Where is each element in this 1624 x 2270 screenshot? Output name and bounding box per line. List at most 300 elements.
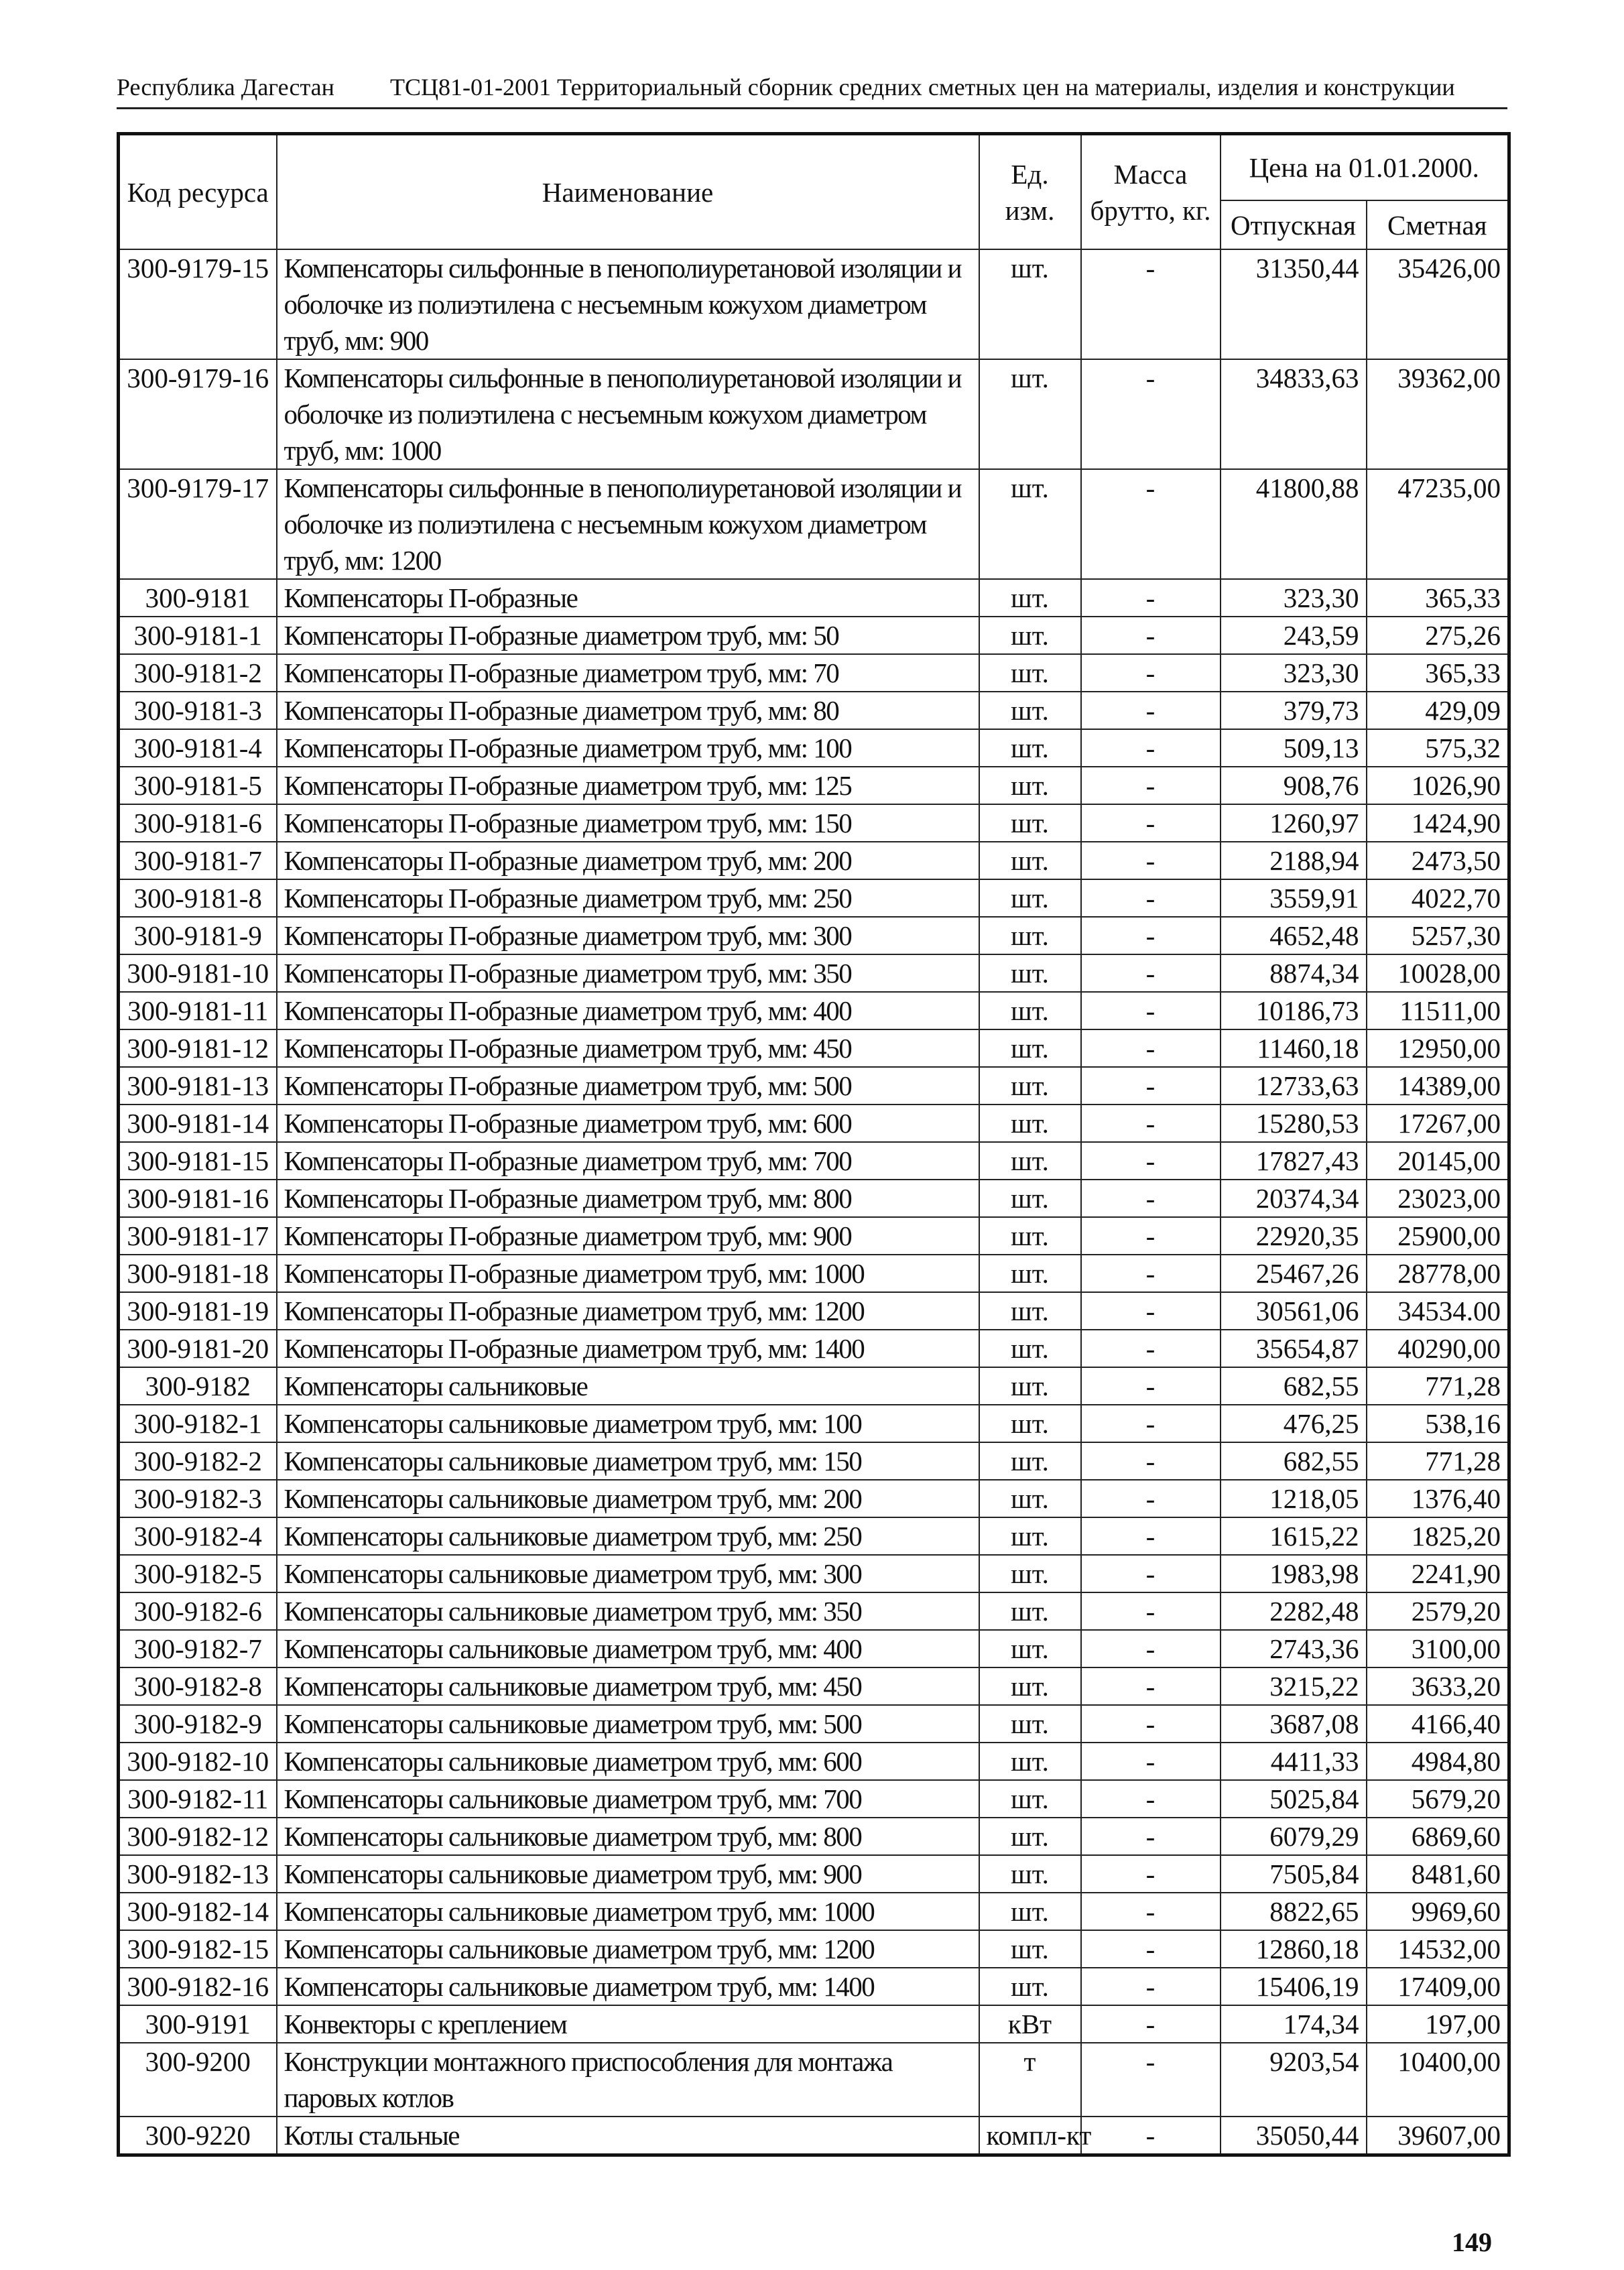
- item-name-cell: Компенсаторы сальниковые диаметром труб, мм: 150: [277, 1442, 979, 1480]
- table-row: [119, 1292, 1509, 1330]
- item-name-cell: Компенсаторы П-образные диаметром труб, мм: 100: [277, 729, 979, 767]
- gross-mass-cell: -: [1081, 1818, 1221, 1855]
- item-name-cell: Компенсаторы сальниковые диаметром труб, мм: 1000: [277, 1893, 979, 1930]
- unit-cell: шт.: [979, 954, 1081, 992]
- gross-mass-cell: -: [1081, 1067, 1221, 1105]
- table-row: [119, 1592, 1509, 1630]
- unit-cell: т: [979, 2043, 1081, 2117]
- gross-mass-cell: -: [1081, 1029, 1221, 1067]
- unit-cell: шт.: [979, 1442, 1081, 1480]
- table-row: [119, 1780, 1509, 1818]
- release-price-cell: 2282,48: [1221, 1592, 1367, 1630]
- release-price-cell: 3687,08: [1221, 1705, 1367, 1743]
- release-price-cell: 1260,97: [1221, 804, 1367, 842]
- estimate-price-cell: 275,26: [1367, 617, 1509, 654]
- estimate-price-cell: 4022,70: [1367, 879, 1509, 917]
- table-row: [119, 1517, 1509, 1555]
- table-row: [119, 1142, 1509, 1180]
- item-name-cell: Компенсаторы сальниковые диаметром труб, мм: 400: [277, 1630, 979, 1667]
- gross-mass-cell: -: [1081, 1180, 1221, 1217]
- item-name-cell: Компенсаторы П-образные диаметром труб, мм: 400: [277, 992, 979, 1029]
- gross-mass-cell: -: [1081, 1780, 1221, 1818]
- table-row: [119, 954, 1509, 992]
- item-name-cell: Компенсаторы сальниковые диаметром труб, мм: 900: [277, 1855, 979, 1893]
- item-name-cell: Компенсаторы П-образные диаметром труб, мм: 450: [277, 1029, 979, 1067]
- table-row: [119, 359, 1509, 469]
- unit-cell: шт.: [979, 1780, 1081, 1818]
- item-name-cell: Компенсаторы П-образные диаметром труб, мм: 350: [277, 954, 979, 992]
- unit-cell: шт.: [979, 692, 1081, 729]
- estimate-price-cell: 365,33: [1367, 654, 1509, 692]
- resource-code-cell: 300-9181-10: [119, 954, 277, 992]
- item-name-cell: Компенсаторы сальниковые диаметром труб, мм: 1400: [277, 1968, 979, 2005]
- unit-cell: шт.: [979, 1405, 1081, 1442]
- resource-code-cell: 300-9182-1: [119, 1405, 277, 1442]
- item-name-cell: Компенсаторы сильфонные в пенополиуретановой изоляции и оболочке из полиэтилена с несъемным кожухом диаметром труб, мм: 1000: [277, 359, 979, 469]
- item-name-cell: Компенсаторы П-образные диаметром труб, мм: 150: [277, 804, 979, 842]
- gross-mass-cell: -: [1081, 804, 1221, 842]
- estimate-price-cell: 1376,40: [1367, 1480, 1509, 1517]
- resource-code-cell: 300-9182-12: [119, 1818, 277, 1855]
- gross-mass-cell: -: [1081, 1405, 1221, 1442]
- resource-code-cell: 300-9181-15: [119, 1142, 277, 1180]
- resource-code-cell: 300-9182-2: [119, 1442, 277, 1480]
- col-header-release-price: Отпускная: [1221, 200, 1367, 249]
- unit-cell: шт.: [979, 1743, 1081, 1780]
- unit-cell: шт.: [979, 1855, 1081, 1893]
- table-row: [119, 1405, 1509, 1442]
- item-name-cell: Компенсаторы П-образные: [277, 579, 979, 617]
- table-row: [119, 1442, 1509, 1480]
- gross-mass-cell: -: [1081, 2117, 1221, 2155]
- unit-cell: шт.: [979, 842, 1081, 879]
- release-price-cell: 2743,36: [1221, 1630, 1367, 1667]
- estimate-price-cell: 14389,00: [1367, 1067, 1509, 1105]
- release-price-cell: 22920,35: [1221, 1217, 1367, 1255]
- gross-mass-cell: -: [1081, 1930, 1221, 1968]
- unit-cell: шт.: [979, 804, 1081, 842]
- item-name-cell: Компенсаторы сальниковые диаметром труб, мм: 300: [277, 1555, 979, 1592]
- resource-code-cell: 300-9181-2: [119, 654, 277, 692]
- item-name-cell: Компенсаторы сальниковые диаметром труб, мм: 600: [277, 1743, 979, 1780]
- unit-cell: шт.: [979, 654, 1081, 692]
- release-price-cell: 323,30: [1221, 654, 1367, 692]
- release-price-cell: 15406,19: [1221, 1968, 1367, 2005]
- item-name-cell: Компенсаторы П-образные диаметром труб, мм: 250: [277, 879, 979, 917]
- item-name-cell: Компенсаторы сальниковые диаметром труб, мм: 250: [277, 1517, 979, 1555]
- resource-code-cell: 300-9182-13: [119, 1855, 277, 1893]
- table-row: [119, 1930, 1509, 1968]
- resource-code-cell: 300-9181-6: [119, 804, 277, 842]
- item-name-cell: Котлы стальные: [277, 2117, 979, 2155]
- gross-mass-cell: -: [1081, 842, 1221, 879]
- gross-mass-cell: -: [1081, 1743, 1221, 1780]
- estimate-price-cell: 20145,00: [1367, 1142, 1509, 1180]
- unit-cell: компл-кт: [979, 2117, 1081, 2155]
- table-row: [119, 1480, 1509, 1517]
- release-price-cell: 35050,44: [1221, 2117, 1367, 2155]
- resource-code-cell: 300-9181-19: [119, 1292, 277, 1330]
- estimate-price-cell: 35426,00: [1367, 249, 1509, 359]
- table-row: [119, 1105, 1509, 1142]
- gross-mass-cell: -: [1081, 359, 1221, 469]
- unit-cell: шт.: [979, 1630, 1081, 1667]
- estimate-price-cell: 429,09: [1367, 692, 1509, 729]
- unit-cell: шт.: [979, 1705, 1081, 1743]
- unit-cell: шт.: [979, 469, 1081, 579]
- release-price-cell: 5025,84: [1221, 1780, 1367, 1818]
- estimate-price-cell: 1825,20: [1367, 1517, 1509, 1555]
- resource-code-cell: 300-9181-13: [119, 1067, 277, 1105]
- release-price-cell: 509,13: [1221, 729, 1367, 767]
- item-name-cell: Компенсаторы П-образные диаметром труб, мм: 70: [277, 654, 979, 692]
- item-name-cell: Компенсаторы П-образные диаметром труб, мм: 300: [277, 917, 979, 954]
- unit-cell: шт.: [979, 617, 1081, 654]
- unit-cell: шт.: [979, 1180, 1081, 1217]
- estimate-price-cell: 23023,00: [1367, 1180, 1509, 1217]
- release-price-cell: 35654,87: [1221, 1330, 1367, 1367]
- item-name-cell: Компенсаторы сальниковые диаметром труб, мм: 450: [277, 1667, 979, 1705]
- estimate-price-cell: 4984,80: [1367, 1743, 1509, 1780]
- item-name-cell: Компенсаторы П-образные диаметром труб, мм: 50: [277, 617, 979, 654]
- estimate-price-cell: 25900,00: [1367, 1217, 1509, 1255]
- estimate-price-cell: 197,00: [1367, 2005, 1509, 2043]
- resource-code-cell: 300-9181-18: [119, 1255, 277, 1292]
- resource-code-cell: 300-9181: [119, 579, 277, 617]
- table-row: [119, 729, 1509, 767]
- resource-code-cell: 300-9182-9: [119, 1705, 277, 1743]
- table-row: [119, 1893, 1509, 1930]
- item-name-cell: Компенсаторы сальниковые диаметром труб, мм: 700: [277, 1780, 979, 1818]
- unit-cell: шт.: [979, 1667, 1081, 1705]
- estimate-price-cell: 5679,20: [1367, 1780, 1509, 1818]
- estimate-price-cell: 12950,00: [1367, 1029, 1509, 1067]
- resource-code-cell: 300-9182-6: [119, 1592, 277, 1630]
- resource-code-cell: 300-9181-20: [119, 1330, 277, 1367]
- resource-code-cell: 300-9181-17: [119, 1217, 277, 1255]
- estimate-price-cell: 1026,90: [1367, 767, 1509, 804]
- gross-mass-cell: -: [1081, 1217, 1221, 1255]
- release-price-cell: 243,59: [1221, 617, 1367, 654]
- release-price-cell: 476,25: [1221, 1405, 1367, 1442]
- release-price-cell: 682,55: [1221, 1367, 1367, 1405]
- table-row: [119, 617, 1509, 654]
- resource-code-cell: 300-9181-3: [119, 692, 277, 729]
- release-price-cell: 30561,06: [1221, 1292, 1367, 1330]
- price-table: [117, 132, 1511, 2157]
- gross-mass-cell: -: [1081, 1142, 1221, 1180]
- resource-code-cell: 300-9220: [119, 2117, 277, 2155]
- resource-code-cell: 300-9181-9: [119, 917, 277, 954]
- gross-mass-cell: -: [1081, 1442, 1221, 1480]
- release-price-cell: 7505,84: [1221, 1855, 1367, 1893]
- unit-cell: шт.: [979, 729, 1081, 767]
- resource-code-cell: 300-9181-8: [119, 879, 277, 917]
- gross-mass-cell: -: [1081, 692, 1221, 729]
- table-row: [119, 1029, 1509, 1067]
- table-row: [119, 1255, 1509, 1292]
- estimate-price-cell: 11511,00: [1367, 992, 1509, 1029]
- table-row: [119, 469, 1509, 579]
- estimate-price-cell: 1424,90: [1367, 804, 1509, 842]
- estimate-price-cell: 4166,40: [1367, 1705, 1509, 1743]
- resource-code-cell: 300-9191: [119, 2005, 277, 2043]
- resource-code-cell: 300-9181-12: [119, 1029, 277, 1067]
- estimate-price-cell: 538,16: [1367, 1405, 1509, 1442]
- unit-cell: шт.: [979, 917, 1081, 954]
- gross-mass-cell: -: [1081, 2043, 1221, 2117]
- unit-cell: шт.: [979, 1067, 1081, 1105]
- release-price-cell: 12860,18: [1221, 1930, 1367, 1968]
- estimate-price-cell: 14532,00: [1367, 1930, 1509, 1968]
- unit-cell: шт.: [979, 1555, 1081, 1592]
- table-row: [119, 1630, 1509, 1667]
- release-price-cell: 20374,34: [1221, 1180, 1367, 1217]
- resource-code-cell: 300-9182-10: [119, 1743, 277, 1780]
- resource-code-cell: 300-9181-16: [119, 1180, 277, 1217]
- item-name-cell: Компенсаторы сальниковые диаметром труб, мм: 350: [277, 1592, 979, 1630]
- resource-code-cell: 300-9181-4: [119, 729, 277, 767]
- unit-cell: шт.: [979, 1592, 1081, 1630]
- item-name-cell: Компенсаторы П-образные диаметром труб, мм: 900: [277, 1217, 979, 1255]
- estimate-price-cell: 2579,20: [1367, 1592, 1509, 1630]
- gross-mass-cell: -: [1081, 917, 1221, 954]
- estimate-price-cell: 8481,60: [1367, 1855, 1509, 1893]
- unit-cell: шт.: [979, 879, 1081, 917]
- table-row: [119, 842, 1509, 879]
- table-row: [119, 804, 1509, 842]
- table-row: [119, 2005, 1509, 2043]
- gross-mass-cell: -: [1081, 1105, 1221, 1142]
- item-name-cell: Компенсаторы П-образные диаметром труб, мм: 800: [277, 1180, 979, 1217]
- table-row: [119, 1180, 1509, 1217]
- table-row: [119, 654, 1509, 692]
- gross-mass-cell: -: [1081, 1367, 1221, 1405]
- release-price-cell: 174,34: [1221, 2005, 1367, 2043]
- estimate-price-cell: 365,33: [1367, 579, 1509, 617]
- release-price-cell: 10186,73: [1221, 992, 1367, 1029]
- release-price-cell: 1218,05: [1221, 1480, 1367, 1517]
- table-row: [119, 1667, 1509, 1705]
- estimate-price-cell: 47235,00: [1367, 469, 1509, 579]
- unit-cell: шт.: [979, 579, 1081, 617]
- gross-mass-cell: -: [1081, 1292, 1221, 1330]
- gross-mass-cell: -: [1081, 992, 1221, 1029]
- release-price-cell: 12733,63: [1221, 1067, 1367, 1105]
- table-row: [119, 1067, 1509, 1105]
- estimate-price-cell: 5257,30: [1367, 917, 1509, 954]
- release-price-cell: 908,76: [1221, 767, 1367, 804]
- gross-mass-cell: -: [1081, 1630, 1221, 1667]
- item-name-cell: Конвекторы с креплением: [277, 2005, 979, 2043]
- resource-code-cell: 300-9182: [119, 1367, 277, 1405]
- release-price-cell: 31350,44: [1221, 249, 1367, 359]
- resource-code-cell: 300-9182-7: [119, 1630, 277, 1667]
- table-row: [119, 767, 1509, 804]
- release-price-cell: 4652,48: [1221, 917, 1367, 954]
- item-name-cell: Компенсаторы сильфонные в пенополиуретановой изоляции и оболочке из полиэтилена с несъемным кожухом диаметром труб, мм: 1200: [277, 469, 979, 579]
- item-name-cell: Компенсаторы П-образные диаметром труб, мм: 700: [277, 1142, 979, 1180]
- table-row: [119, 1330, 1509, 1367]
- release-price-cell: 1615,22: [1221, 1517, 1367, 1555]
- release-price-cell: 682,55: [1221, 1442, 1367, 1480]
- item-name-cell: Компенсаторы П-образные диаметром труб, мм: 1200: [277, 1292, 979, 1330]
- col-header-unit: Ед. изм.: [979, 134, 1081, 250]
- resource-code-cell: 300-9182-15: [119, 1930, 277, 1968]
- estimate-price-cell: 771,28: [1367, 1367, 1509, 1405]
- gross-mass-cell: -: [1081, 249, 1221, 359]
- unit-cell: шт.: [979, 249, 1081, 359]
- resource-code-cell: 300-9181-7: [119, 842, 277, 879]
- item-name-cell: Компенсаторы сальниковые диаметром труб, мм: 800: [277, 1818, 979, 1855]
- item-name-cell: Компенсаторы П-образные диаметром труб, мм: 200: [277, 842, 979, 879]
- page-header: [117, 67, 1507, 109]
- release-price-cell: 17827,43: [1221, 1142, 1367, 1180]
- resource-code-cell: 300-9179-15: [119, 249, 277, 359]
- item-name-cell: Компенсаторы П-образные диаметром труб, мм: 125: [277, 767, 979, 804]
- col-header-name: Наименование: [277, 134, 979, 250]
- resource-code-cell: 300-9181-11: [119, 992, 277, 1029]
- unit-cell: шт.: [979, 1930, 1081, 1968]
- resource-code-cell: 300-9182-5: [119, 1555, 277, 1592]
- gross-mass-cell: -: [1081, 617, 1221, 654]
- resource-code-cell: 300-9200: [119, 2043, 277, 2117]
- unit-cell: шт.: [979, 1517, 1081, 1555]
- unit-cell: шт.: [979, 1142, 1081, 1180]
- table-header: [119, 134, 1509, 250]
- table-row: [119, 692, 1509, 729]
- table-row: [119, 249, 1509, 359]
- gross-mass-cell: -: [1081, 1517, 1221, 1555]
- unit-cell: шт.: [979, 1330, 1081, 1367]
- item-name-cell: Компенсаторы сальниковые диаметром труб, мм: 200: [277, 1480, 979, 1517]
- table-body: [119, 249, 1509, 2155]
- table-row: [119, 992, 1509, 1029]
- gross-mass-cell: -: [1081, 579, 1221, 617]
- table-row: [119, 1555, 1509, 1592]
- estimate-price-cell: 40290,00: [1367, 1330, 1509, 1367]
- table-row: [119, 1705, 1509, 1743]
- estimate-price-cell: 17267,00: [1367, 1105, 1509, 1142]
- release-price-cell: 2188,94: [1221, 842, 1367, 879]
- unit-cell: шт.: [979, 1818, 1081, 1855]
- estimate-price-cell: 3633,20: [1367, 1667, 1509, 1705]
- resource-code-cell: 300-9182-8: [119, 1667, 277, 1705]
- estimate-price-cell: 34534.00: [1367, 1292, 1509, 1330]
- unit-cell: шт.: [979, 1893, 1081, 1930]
- gross-mass-cell: -: [1081, 654, 1221, 692]
- item-name-cell: Компенсаторы сальниковые диаметром труб, мм: 100: [277, 1405, 979, 1442]
- gross-mass-cell: -: [1081, 729, 1221, 767]
- item-name-cell: Компенсаторы П-образные диаметром труб, мм: 1400: [277, 1330, 979, 1367]
- resource-code-cell: 300-9181-5: [119, 767, 277, 804]
- table-row: [119, 2043, 1509, 2117]
- resource-code-cell: 300-9182-11: [119, 1780, 277, 1818]
- unit-cell: шт.: [979, 1367, 1081, 1405]
- unit-cell: шт.: [979, 1105, 1081, 1142]
- estimate-price-cell: 10028,00: [1367, 954, 1509, 992]
- table-row: [119, 1743, 1509, 1780]
- estimate-price-cell: 2241,90: [1367, 1555, 1509, 1592]
- gross-mass-cell: -: [1081, 1968, 1221, 2005]
- unit-cell: шт.: [979, 1029, 1081, 1067]
- item-name-cell: Конструкции монтажного приспособления для монтажа паровых котлов: [277, 2043, 979, 2117]
- item-name-cell: Компенсаторы П-образные диаметром труб, мм: 1000: [277, 1255, 979, 1292]
- page-number: 149: [1452, 2227, 1492, 2257]
- release-price-cell: 25467,26: [1221, 1255, 1367, 1292]
- release-price-cell: 1983,98: [1221, 1555, 1367, 1592]
- item-name-cell: Компенсаторы сильфонные в пенополиуретановой изоляции и оболочке из полиэтилена с несъемным кожухом диаметром труб, мм: 900: [277, 249, 979, 359]
- release-price-cell: 3559,91: [1221, 879, 1367, 917]
- col-header-mass: Масса брутто, кг.: [1081, 134, 1221, 250]
- unit-cell: шт.: [979, 1480, 1081, 1517]
- table-row: [119, 917, 1509, 954]
- table-row: [119, 2117, 1509, 2155]
- item-name-cell: Компенсаторы П-образные диаметром труб, мм: 600: [277, 1105, 979, 1142]
- release-price-cell: 8822,65: [1221, 1893, 1367, 1930]
- gross-mass-cell: -: [1081, 2005, 1221, 2043]
- resource-code-cell: 300-9182-4: [119, 1517, 277, 1555]
- resource-code-cell: 300-9182-3: [119, 1480, 277, 1517]
- gross-mass-cell: -: [1081, 1667, 1221, 1705]
- resource-code-cell: 300-9181-1: [119, 617, 277, 654]
- item-name-cell: Компенсаторы П-образные диаметром труб, мм: 500: [277, 1067, 979, 1105]
- table-row: [119, 1855, 1509, 1893]
- gross-mass-cell: -: [1081, 1705, 1221, 1743]
- gross-mass-cell: -: [1081, 879, 1221, 917]
- estimate-price-cell: 575,32: [1367, 729, 1509, 767]
- release-price-cell: 379,73: [1221, 692, 1367, 729]
- unit-cell: кВт: [979, 2005, 1081, 2043]
- table-row: [119, 879, 1509, 917]
- unit-cell: шт.: [979, 1255, 1081, 1292]
- release-price-cell: 4411,33: [1221, 1743, 1367, 1780]
- gross-mass-cell: -: [1081, 1555, 1221, 1592]
- table-row: [119, 1818, 1509, 1855]
- col-header-price-group: Цена на 01.01.2000.: [1221, 134, 1509, 201]
- estimate-price-cell: 771,28: [1367, 1442, 1509, 1480]
- resource-code-cell: 300-9182-14: [119, 1893, 277, 1930]
- release-price-cell: 6079,29: [1221, 1818, 1367, 1855]
- unit-cell: шт.: [979, 1292, 1081, 1330]
- table-row: [119, 1968, 1509, 2005]
- item-name-cell: Компенсаторы П-образные диаметром труб, мм: 80: [277, 692, 979, 729]
- release-price-cell: 323,30: [1221, 579, 1367, 617]
- release-price-cell: 15280,53: [1221, 1105, 1367, 1142]
- estimate-price-cell: 28778,00: [1367, 1255, 1509, 1292]
- item-name-cell: Компенсаторы сальниковые диаметром труб, мм: 500: [277, 1705, 979, 1743]
- resource-code-cell: 300-9179-16: [119, 359, 277, 469]
- item-name-cell: Компенсаторы сальниковые диаметром труб, мм: 1200: [277, 1930, 979, 1968]
- release-price-cell: 11460,18: [1221, 1029, 1367, 1067]
- unit-cell: шт.: [979, 1217, 1081, 1255]
- gross-mass-cell: -: [1081, 1480, 1221, 1517]
- gross-mass-cell: -: [1081, 954, 1221, 992]
- col-header-estimate-price: Сметная: [1367, 200, 1509, 249]
- unit-cell: шт.: [979, 767, 1081, 804]
- gross-mass-cell: -: [1081, 1855, 1221, 1893]
- resource-code-cell: 300-9181-14: [119, 1105, 277, 1142]
- gross-mass-cell: -: [1081, 1893, 1221, 1930]
- table-row: [119, 579, 1509, 617]
- header-title: ТСЦ81-01-2001 Территориальный сборник средних сметных цен на материалы, изделия и конструкции: [390, 74, 1455, 101]
- estimate-price-cell: 39607,00: [1367, 2117, 1509, 2155]
- resource-code-cell: 300-9182-16: [119, 1968, 277, 2005]
- gross-mass-cell: -: [1081, 1255, 1221, 1292]
- release-price-cell: 9203,54: [1221, 2043, 1367, 2117]
- estimate-price-cell: 6869,60: [1367, 1818, 1509, 1855]
- release-price-cell: 3215,22: [1221, 1667, 1367, 1705]
